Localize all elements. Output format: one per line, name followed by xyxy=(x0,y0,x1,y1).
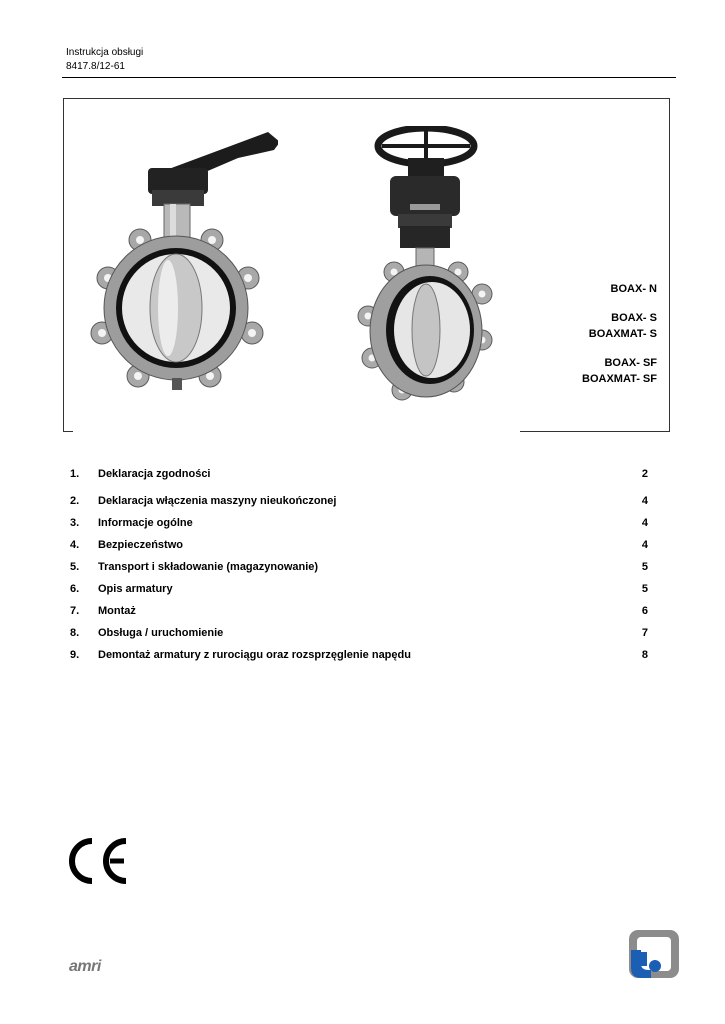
toc-entry[interactable] xyxy=(70,490,650,512)
table-of-contents xyxy=(70,463,650,666)
toc-number: 5. xyxy=(70,561,80,573)
toc-number: 9. xyxy=(70,649,80,661)
ksb-logo-icon xyxy=(627,928,681,980)
toc-number: 7. xyxy=(70,605,80,617)
toc-entry[interactable] xyxy=(70,512,650,534)
toc-number: 2. xyxy=(70,495,80,507)
butterfly-valve-with-lever-icon xyxy=(88,128,278,398)
model-boax-s: BOAX- S xyxy=(611,312,657,324)
toc-page: 5 xyxy=(641,583,648,595)
toc-title: Obsługa / uruchomienie xyxy=(98,627,224,639)
toc-page: 2 xyxy=(641,468,648,480)
toc-number: 1. xyxy=(70,468,80,480)
toc-entry[interactable] xyxy=(70,463,650,490)
document-header xyxy=(66,46,143,74)
model-boaxmat-sf: BOAXMAT- SF xyxy=(582,373,657,385)
toc-number: 3. xyxy=(70,517,80,529)
manual-title: Instrukcja obsługi xyxy=(66,47,144,58)
toc-title: Deklaracja zgodności xyxy=(98,468,211,480)
model-list xyxy=(582,281,657,387)
toc-page: 8 xyxy=(641,649,648,661)
toc-number: 4. xyxy=(70,539,80,551)
header-divider xyxy=(62,77,676,78)
ce-mark-icon xyxy=(68,838,130,884)
model-boaxmat-s: BOAXMAT- S xyxy=(588,328,657,340)
toc-title: Deklaracja włączenia maszyny nieukończonej xyxy=(98,495,337,507)
amri-logo xyxy=(68,955,112,977)
butterfly-valve-with-handwheel-gearbox-icon xyxy=(354,126,494,406)
toc-page: 4 xyxy=(641,495,648,507)
svg-text:amri: amri xyxy=(69,958,101,975)
document-number: 8417.8/12-61 xyxy=(66,61,125,72)
toc-title: Montaż xyxy=(98,605,136,617)
toc-page: 7 xyxy=(641,627,648,639)
toc-entry[interactable] xyxy=(70,622,650,644)
toc-title: Demontaż armatury z rurociągu oraz rozsprzęglenie napędu xyxy=(98,649,411,661)
toc-title: Bezpieczeństwo xyxy=(98,539,183,551)
toc-page: 5 xyxy=(641,561,648,573)
model-boax-sf: BOAX- SF xyxy=(604,357,657,369)
toc-entry[interactable] xyxy=(70,600,650,622)
toc-title: Transport i składowanie (magazynowanie) xyxy=(98,561,319,573)
toc-page: 4 xyxy=(641,517,648,529)
toc-entry[interactable] xyxy=(70,578,650,600)
toc-number: 6. xyxy=(70,583,80,595)
toc-entry[interactable] xyxy=(70,644,650,666)
frame-gap xyxy=(73,429,520,435)
toc-number: 8. xyxy=(70,627,80,639)
toc-page: 6 xyxy=(641,605,648,617)
toc-entry[interactable] xyxy=(70,534,650,556)
toc-entry[interactable] xyxy=(70,556,650,578)
toc-title: Opis armatury xyxy=(98,583,173,595)
model-boax-n: BOAX- N xyxy=(610,283,657,295)
toc-page: 4 xyxy=(641,539,648,551)
toc-title: Informacje ogólne xyxy=(98,517,193,529)
